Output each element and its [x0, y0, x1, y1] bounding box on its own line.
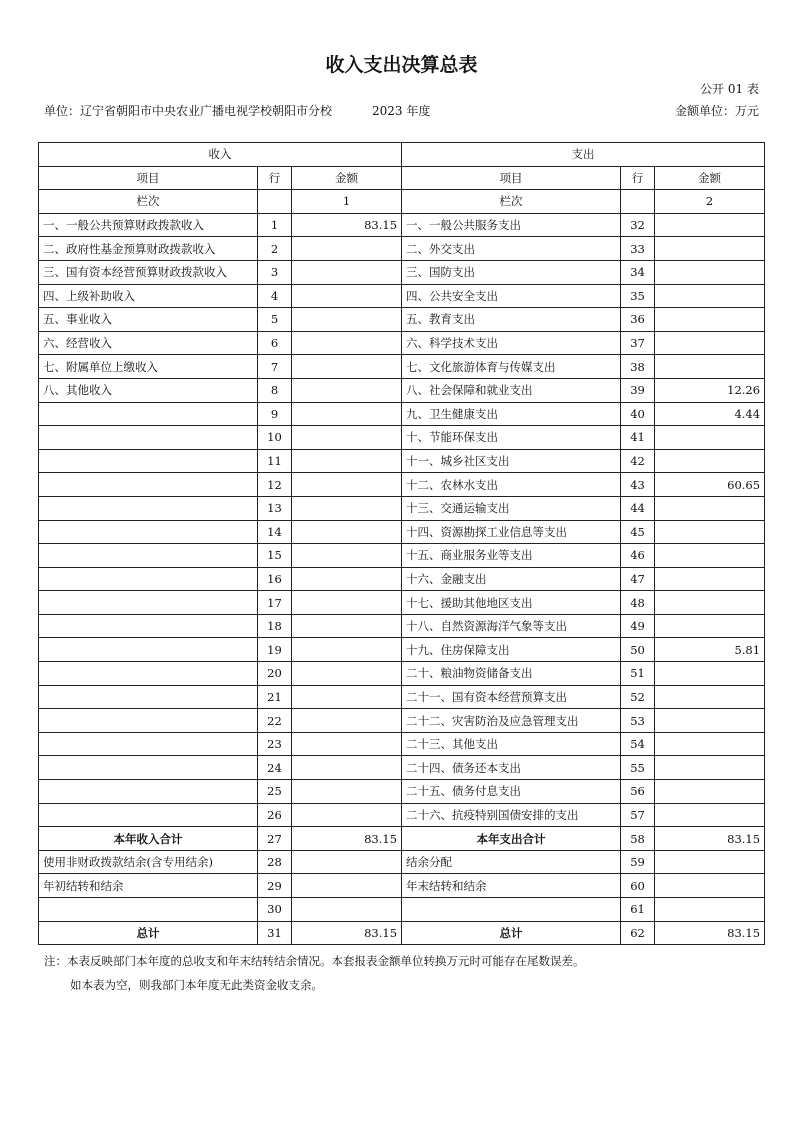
expense-item-cell: 八、社会保障和就业支出: [402, 378, 621, 402]
expense-item-cell: 十四、资源勘探工业信息等支出: [402, 520, 621, 544]
expense-row-number: 44: [621, 496, 655, 520]
expense-amount-cell: 5.81: [655, 638, 765, 662]
expense-row-number: 50: [621, 638, 655, 662]
expense-item-cell: 十八、自然资源海洋气象等支出: [402, 614, 621, 638]
income-amount-cell: [292, 874, 402, 898]
income-item-cell: 二、政府性基金预算财政拨款收入: [39, 237, 258, 261]
table-row: [39, 520, 765, 544]
expense-amount-cell: [655, 213, 765, 237]
income-amount-cell: [292, 260, 402, 284]
expense-amount-cell: [655, 426, 765, 450]
expense-amount-cell: [655, 520, 765, 544]
income-item-cell: [39, 591, 258, 615]
income-amount-cell: [292, 732, 402, 756]
expense-row-number: 37: [621, 331, 655, 355]
income-row-number: 27: [258, 827, 292, 851]
income-amount-header: 金额: [292, 166, 402, 190]
income-row-number: 22: [258, 709, 292, 733]
income-amount-cell: [292, 567, 402, 591]
income-item-cell: [39, 449, 258, 473]
expense-amount-cell: [655, 780, 765, 804]
expense-item-cell: 十、节能环保支出: [402, 426, 621, 450]
income-section-header: 收入: [39, 143, 402, 167]
income-item-cell: 年初结转和结余: [39, 874, 258, 898]
expense-amount-cell: [655, 803, 765, 827]
amount-unit: 金额单位：万元: [674, 104, 759, 118]
expense-amount-cell: 83.15: [655, 827, 765, 851]
expense-row-number: 35: [621, 284, 655, 308]
income-item-cell: [39, 520, 258, 544]
summary-row: [39, 827, 765, 851]
income-item-cell: 总计: [39, 921, 258, 945]
income-item-cell: [39, 685, 258, 709]
table-row: [39, 331, 765, 355]
expense-amount-cell: [655, 662, 765, 686]
income-item-cell: [39, 402, 258, 426]
footnote-empty-table: 如本表为空，则我部门本年度无此类资金收支余。: [70, 978, 323, 992]
expense-item-header: 项目: [402, 166, 621, 190]
income-item-cell: [39, 898, 258, 922]
income-seq-row-cell: [258, 190, 292, 214]
income-row-number: 12: [258, 473, 292, 497]
expense-row-header: 行: [621, 166, 655, 190]
income-row-number: 30: [258, 898, 292, 922]
column-header-row: [39, 166, 765, 190]
expense-item-cell: 二十三、其他支出: [402, 732, 621, 756]
expense-section-header: 支出: [402, 143, 765, 167]
expense-amount-cell: [655, 260, 765, 284]
income-seq-label: 栏次: [39, 190, 258, 214]
income-row-number: 1: [258, 213, 292, 237]
page-title: 收入支出决算总表: [325, 54, 478, 76]
expense-row-number: 36: [621, 308, 655, 332]
expense-amount-cell: [655, 709, 765, 733]
income-item-cell: [39, 567, 258, 591]
income-amount-cell: [292, 496, 402, 520]
income-item-cell: [39, 756, 258, 780]
expense-amount-cell: [655, 732, 765, 756]
expense-item-cell: 十三、交通运输支出: [402, 496, 621, 520]
expense-row-number: 33: [621, 237, 655, 261]
table-row: [39, 237, 765, 261]
expense-item-cell: [402, 898, 621, 922]
expense-amount-cell: [655, 284, 765, 308]
table-row: [39, 567, 765, 591]
income-amount-cell: [292, 355, 402, 379]
income-amount-cell: [292, 473, 402, 497]
income-row-number: 11: [258, 449, 292, 473]
expense-row-number: 62: [621, 921, 655, 945]
income-amount-cell: [292, 898, 402, 922]
expense-amount-cell: [655, 237, 765, 261]
expense-item-cell: 五、教育支出: [402, 308, 621, 332]
income-row-number: 16: [258, 567, 292, 591]
income-row-number: 24: [258, 756, 292, 780]
table-row: [39, 780, 765, 804]
income-amount-cell: [292, 850, 402, 874]
expense-item-cell: 二十六、抗疫特别国债安排的支出: [402, 803, 621, 827]
expense-row-number: 60: [621, 874, 655, 898]
income-item-cell: [39, 473, 258, 497]
income-item-cell: [39, 544, 258, 568]
expense-row-number: 61: [621, 898, 655, 922]
table-row: [39, 402, 765, 426]
expense-row-number: 45: [621, 520, 655, 544]
income-row-number: 4: [258, 284, 292, 308]
expense-amount-cell: [655, 567, 765, 591]
income-amount-cell: [292, 685, 402, 709]
expense-row-number: 49: [621, 614, 655, 638]
expense-row-number: 51: [621, 662, 655, 686]
income-row-number: 23: [258, 732, 292, 756]
income-amount-cell: [292, 803, 402, 827]
income-item-cell: 四、上级补助收入: [39, 284, 258, 308]
table-row: [39, 591, 765, 615]
summary-row: [39, 921, 765, 945]
expense-row-number: 53: [621, 709, 655, 733]
expense-item-cell: 十一、城乡社区支出: [402, 449, 621, 473]
expense-item-cell: 二十五、债务付息支出: [402, 780, 621, 804]
expense-item-cell: 三、国防支出: [402, 260, 621, 284]
income-item-cell: 一、一般公共预算财政拨款收入: [39, 213, 258, 237]
income-amount-cell: [292, 237, 402, 261]
expense-seq-label: 栏次: [402, 190, 621, 214]
income-row-number: 29: [258, 874, 292, 898]
table-code: 公开 01 表: [700, 82, 759, 96]
column-seq-row: [39, 190, 765, 214]
table-row: [39, 308, 765, 332]
expense-row-number: 38: [621, 355, 655, 379]
income-row-number: 26: [258, 803, 292, 827]
income-amount-cell: [292, 331, 402, 355]
income-item-cell: 六、经营收入: [39, 331, 258, 355]
expense-amount-cell: 83.15: [655, 921, 765, 945]
income-amount-cell: [292, 780, 402, 804]
income-row-number: 20: [258, 662, 292, 686]
expense-row-number: 56: [621, 780, 655, 804]
expense-row-number: 41: [621, 426, 655, 450]
expense-item-cell: 十九、住房保障支出: [402, 638, 621, 662]
income-item-cell: 使用非财政拨款结余(含专用结余): [39, 850, 258, 874]
income-row-number: 31: [258, 921, 292, 945]
income-row-header: 行: [258, 166, 292, 190]
income-row-number: 9: [258, 402, 292, 426]
expense-row-number: 42: [621, 449, 655, 473]
income-amount-cell: [292, 378, 402, 402]
summary-row: [39, 850, 765, 874]
table-row: [39, 260, 765, 284]
expense-amount-cell: [655, 544, 765, 568]
expense-row-number: 55: [621, 756, 655, 780]
table-row: [39, 473, 765, 497]
table-row: [39, 732, 765, 756]
income-amount-cell: [292, 756, 402, 780]
expense-amount-cell: [655, 685, 765, 709]
expense-item-cell: 十六、金融支出: [402, 567, 621, 591]
expense-row-number: 34: [621, 260, 655, 284]
income-item-cell: [39, 496, 258, 520]
income-item-cell: 五、事业收入: [39, 308, 258, 332]
expense-item-cell: 总计: [402, 921, 621, 945]
expense-item-cell: 结余分配: [402, 850, 621, 874]
income-row-number: 21: [258, 685, 292, 709]
income-amount-cell: 83.15: [292, 213, 402, 237]
income-row-number: 6: [258, 331, 292, 355]
summary-row: [39, 898, 765, 922]
income-item-cell: 七、附属单位上缴收入: [39, 355, 258, 379]
expense-item-cell: 七、文化旅游体育与传媒支出: [402, 355, 621, 379]
table-row: [39, 662, 765, 686]
income-expense-table: [38, 142, 765, 945]
expense-row-number: 59: [621, 850, 655, 874]
income-item-cell: 本年收入合计: [39, 827, 258, 851]
expense-item-cell: 六、科学技术支出: [402, 331, 621, 355]
expense-amount-cell: [655, 449, 765, 473]
income-item-cell: [39, 732, 258, 756]
income-row-number: 10: [258, 426, 292, 450]
expense-amount-cell: [655, 355, 765, 379]
income-item-cell: [39, 614, 258, 638]
table-row: [39, 803, 765, 827]
table-row: [39, 378, 765, 402]
expense-item-cell: 九、卫生健康支出: [402, 402, 621, 426]
expense-seq-row-cell: [621, 190, 655, 214]
income-amount-cell: 83.15: [292, 921, 402, 945]
income-row-number: 2: [258, 237, 292, 261]
expense-row-number: 39: [621, 378, 655, 402]
table-row: [39, 756, 765, 780]
expense-row-number: 57: [621, 803, 655, 827]
expense-amount-header: 金额: [655, 166, 765, 190]
table-row: [39, 496, 765, 520]
table-row: [39, 213, 765, 237]
expense-item-cell: 四、公共安全支出: [402, 284, 621, 308]
income-item-header: 项目: [39, 166, 258, 190]
expense-amount-cell: [655, 331, 765, 355]
expense-item-cell: 一、一般公共服务支出: [402, 213, 621, 237]
income-amount-cell: [292, 638, 402, 662]
expense-row-number: 40: [621, 402, 655, 426]
expense-row-number: 43: [621, 473, 655, 497]
table-row: [39, 284, 765, 308]
expense-amount-cell: 60.65: [655, 473, 765, 497]
expense-amount-cell: [655, 308, 765, 332]
income-amount-cell: 83.15: [292, 827, 402, 851]
income-amount-cell: [292, 520, 402, 544]
expense-item-cell: 本年支出合计: [402, 827, 621, 851]
income-row-number: 7: [258, 355, 292, 379]
expense-item-cell: 二十、粮油物资储备支出: [402, 662, 621, 686]
income-amount-cell: [292, 544, 402, 568]
income-item-cell: [39, 662, 258, 686]
unit-label: 单位：辽宁省朝阳市中央农业广播电视学校朝阳市分校: [44, 104, 333, 118]
income-row-number: 13: [258, 496, 292, 520]
income-row-number: 17: [258, 591, 292, 615]
expense-row-number: 47: [621, 567, 655, 591]
income-amount-cell: [292, 449, 402, 473]
table-row: [39, 685, 765, 709]
table-row: [39, 638, 765, 662]
income-amount-cell: [292, 662, 402, 686]
table-row: [39, 426, 765, 450]
income-row-number: 5: [258, 308, 292, 332]
expense-item-cell: 十二、农林水支出: [402, 473, 621, 497]
income-item-cell: [39, 638, 258, 662]
expense-row-number: 32: [621, 213, 655, 237]
report-year: 2023 年度: [372, 104, 431, 118]
expense-item-cell: 年末结转和结余: [402, 874, 621, 898]
expense-item-cell: 二、外交支出: [402, 237, 621, 261]
expense-item-cell: 十五、商业服务业等支出: [402, 544, 621, 568]
expense-amount-cell: [655, 591, 765, 615]
income-row-number: 14: [258, 520, 292, 544]
income-item-cell: [39, 426, 258, 450]
expense-amount-cell: [655, 874, 765, 898]
expense-seq-number: 2: [655, 190, 765, 214]
footnote: 注：本表反映部门本年度的总收支和年末结转结余情况。本套报表金额单位转换万元时可能存在尾数误差。: [44, 954, 585, 968]
income-amount-cell: [292, 284, 402, 308]
expense-row-number: 52: [621, 685, 655, 709]
income-item-cell: 三、国有资本经营预算财政拨款收入: [39, 260, 258, 284]
income-row-number: 3: [258, 260, 292, 284]
expense-amount-cell: 4.44: [655, 402, 765, 426]
section-header-row: [39, 143, 765, 167]
income-row-number: 25: [258, 780, 292, 804]
income-amount-cell: [292, 308, 402, 332]
expense-row-number: 48: [621, 591, 655, 615]
income-row-number: 28: [258, 850, 292, 874]
table-row: [39, 355, 765, 379]
income-item-cell: [39, 780, 258, 804]
income-row-number: 8: [258, 378, 292, 402]
summary-row: [39, 874, 765, 898]
income-amount-cell: [292, 591, 402, 615]
expense-item-cell: 二十二、灾害防治及应急管理支出: [402, 709, 621, 733]
expense-amount-cell: [655, 898, 765, 922]
expense-row-number: 54: [621, 732, 655, 756]
expense-item-cell: 二十一、国有资本经营预算支出: [402, 685, 621, 709]
expense-row-number: 46: [621, 544, 655, 568]
expense-item-cell: 十七、援助其他地区支出: [402, 591, 621, 615]
expense-amount-cell: [655, 614, 765, 638]
expense-amount-cell: 12.26: [655, 378, 765, 402]
income-item-cell: 八、其他收入: [39, 378, 258, 402]
table-row: [39, 709, 765, 733]
expense-amount-cell: [655, 850, 765, 874]
table-row: [39, 449, 765, 473]
table-row: [39, 544, 765, 568]
income-row-number: 19: [258, 638, 292, 662]
income-row-number: 18: [258, 614, 292, 638]
income-amount-cell: [292, 426, 402, 450]
income-row-number: 15: [258, 544, 292, 568]
income-seq-number: 1: [292, 190, 402, 214]
expense-amount-cell: [655, 496, 765, 520]
table-row: [39, 614, 765, 638]
income-item-cell: [39, 709, 258, 733]
expense-row-number: 58: [621, 827, 655, 851]
income-amount-cell: [292, 402, 402, 426]
income-item-cell: [39, 803, 258, 827]
expense-amount-cell: [655, 756, 765, 780]
expense-item-cell: 二十四、债务还本支出: [402, 756, 621, 780]
income-amount-cell: [292, 709, 402, 733]
income-amount-cell: [292, 614, 402, 638]
